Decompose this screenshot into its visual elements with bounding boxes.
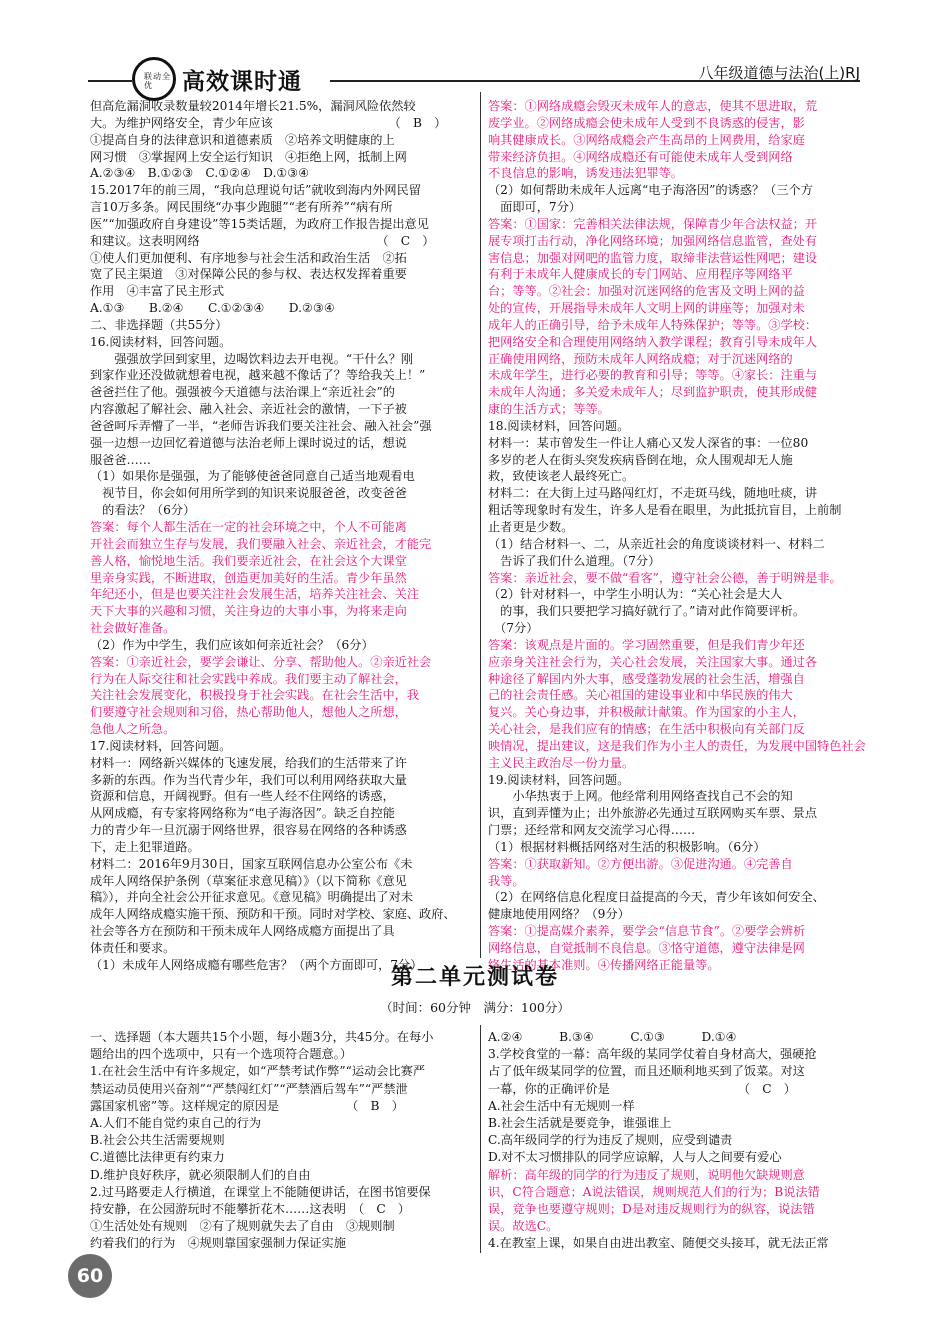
text-line: 爸爸呵斥弄懵了一半，“老师告诉我们要关注社会、融入社会”强 [90,418,432,433]
text-line: 康的生活方式；等等。 [488,402,610,417]
unit-test-title: 第二单元测试卷 [390,964,559,990]
text-line: 答案：①亲近社会，要学会谦让、分享、帮助他人。②亲近社会 [90,654,432,669]
text-line: 到家作业还没做就想着电视，越来越不像话了？等给我关上！” [90,368,426,383]
text-line: 响其健康成长。③网络成瘾会产生高昂的上网费用，给家庭 [488,132,805,147]
text-line: A.①③ B.②④ C.①②③④ D.②③④ [90,301,335,316]
text-line: B.社会生活就是要竞争，谁强谁上 [488,1116,672,1130]
text-line: 视节目，你会如何用所学到的知识来说服爸爸，改变爸爸 [90,486,407,501]
text-line: 多新的东西。作为当代青少年，我们可以利用网络获取大量 [90,772,407,787]
text-line: 门票；还经常和网友交流学习心得…… [488,823,696,838]
text-line: （1）根据材料概括网络对生活的积极影响。（6分） [488,839,766,854]
text-line: 18.阅读材料，回答问题。 [488,418,630,433]
text-line: 但高危漏洞收录数量较2014年增长21.5%，漏洞风险依然较 [90,99,416,113]
text-line: 行为在人际交往和社会实践中养成。我们要主动了解社会， [90,671,407,686]
text-line: 一、选择题（本大题共15个小题，每小题3分，共45分。在每小 [90,1030,434,1044]
text-line: 15.2017年的前三周，“我向总理说句话”就收到海内外网民留 [90,183,421,198]
text-line: 医”“加强政府自身建设”等15类话题，为政府工作报告提出意见 [90,216,429,231]
text-line: A.②③④ B.①②③ C.①②④ D.①③④ [90,166,310,181]
text-line: （2）针对材料一，中学生小明认为：“关心社会是大人 [488,587,783,602]
text-line: 解析：高年级的同学的行为违反了规则，说明他欠缺规则意 [488,1167,805,1182]
header-rule-left [88,80,132,82]
text-line: 急他人之所急。 [90,722,176,737]
text-line: 不良信息的影响，诱发违法犯罪等。 [488,166,683,181]
text-line: 答案：①网络成瘾会毁灭未成年人的意志，使其不思进取，荒 [488,99,818,113]
text-line: 答案：①获取新知。②方便出游。③促进沟通。④完善自 [488,856,793,871]
logo-clock-text: 联动全优 [144,72,171,90]
text-line: 的看法？（6分） [90,503,196,518]
text-line: 材料一：某市曾发生一件让人痛心又发人深省的事：一位80 [488,435,809,450]
unit-test-subtitle: （时间：60分钟 满分：100分） [380,1000,570,1015]
text-line: 有利于未成年人健康成长的专门网站、应用程序等网络平 [488,267,793,282]
text-line: ①生活处处有规则 ②有了规则就失去了自由 ③规则制 [90,1219,395,1234]
text-line: 识，直到弄懂为止；出外旅游必先通过互联网购买车票、景点 [488,806,818,821]
text-line: 答案：①国家：完善相关法律法规，保障青少年合法权益；开 [488,216,818,231]
text-line: 题给出的四个选项中，只有一个选项符合题意。） [90,1047,353,1062]
text-line: （2）在网络信息化程度日益提高的今天，青少年该如何安全、 [488,890,825,905]
text-line: 多岁的老人在街头突发疾病昏倒在地，众人围观却无人施 [488,452,793,467]
text-line: 强强放学回到家里，边喝饮料边去开电视。“干什么？刚 [90,351,414,366]
text-line: 面即可，7分） [488,200,582,215]
text-line: 一幕，你的正确评价是 （ C ） [488,1081,796,1096]
text-line: 成年人网络成瘾实施干预、预防和干预。同时对学校、家庭、政府、 [90,907,456,922]
text-line: D.维护良好秩序，就必须限制人们的自由 [90,1167,311,1182]
text-line: ①使人们更加便利、有序地参与社会生活和政治生活 ②拓 [90,250,407,265]
text-line: 主义民主政治尽一份力量。 [488,755,635,770]
text-line: 材料一：网络新兴媒体的飞速发展，给我们的生活带来了许 [90,755,407,770]
text-line: 3.学校食堂的一幕：高年级的某同学仗着自身材高大，强硬抢 [488,1047,817,1062]
text-line: 网络信息，自觉抵制不良信息。③恪守道德，遵守法律是网 [488,941,805,955]
text-line: 稿》），并向全社会公开征求意见。《意见稿》明确提出了对未 [90,890,413,905]
text-line: 成年人网络保护条例（草案征求意见稿）》（以下简称《意见 [90,873,407,888]
alarm-clock-icon [132,57,176,101]
text-line: 1.在社会生活中有许多规定，如“严禁考试作弊”“运动会比赛严 [90,1064,426,1079]
text-line: 从网成瘾，有专家将网络称为“电子海洛因”。缺乏自控能 [90,806,395,821]
text-line: A.②④ B.③④ C.①③ D.①④ [488,1030,737,1044]
text-line: 爸爸拦住了他。强强被今天道德与法治课上“亲近社会”的 [90,385,395,400]
text-line: 的事，我们只要把学习搞好就行了。”请对此作简要评析。 [488,604,806,619]
text-line: 善人格，愉悦地生活。我们要亲近社会，在社会这个大课堂 [90,553,407,568]
text-line: 内容激起了解社会、融入社会、亲近社会的激情，一下子被 [90,402,407,417]
page-number: 60 [68,1254,112,1298]
text-line: 下，走上犯罪道路。 [90,839,200,854]
text-line: 19.阅读材料，回答问题。 [488,772,630,787]
text-line: 未成年学生，进行必要的教育和引导；等等。④家长：注重与 [488,368,818,383]
text-line: 答案：该观点是片面的。学习固然重要，但是我们青少年还 [488,637,805,652]
text-line: 害信息；加强对网吧的监管力度，取缔非法营运性网吧；建设 [488,250,818,265]
text-line: 粗话等现象时有发生，许多人是看在眼里，为此抵抗盲目，上前制 [488,503,842,518]
text-line: 把网络安全和合理使用网络纳入教学课程；教育引导未成年人 [488,334,818,349]
text-line: 年纪还小，但是也要关注社会发展生活，培养关注社会、关注 [90,587,420,602]
text-line: A.人们不能自觉约束自己的行为 [90,1116,262,1130]
text-line: 和建议。这表明网络 （ C ） [90,233,435,248]
text-line: 社会等各方在预防和干预未成年人网络成瘾方面提出了具 [90,924,395,939]
text-line: 答案：亲近社会，要不做“看客”，遵守社会公德，善于明辨是非。 [488,570,842,585]
text-line: 2.过马路要走人行横道，在课堂上不能随便讲话，在图书馆要保 [90,1184,431,1199]
text-line: 资源和信息，开阔视野。但有一些人经不住网络的诱惑， [90,789,395,804]
text-line: 成年人的正确引导，给予未成年人特殊保护；等等。③学校： [488,317,818,332]
text-line: （2）如何帮助未成年人远离“电子海洛因”的诱惑？（三个方 [488,183,813,198]
text-line: 材料二：在大街上过马路闯红灯，不走斑马线，随地吐痰，讲 [488,486,818,501]
text-line: 宽了民主渠道 ③对保障公民的参与权、表达权发挥着重要 [90,267,407,282]
header-logo [132,57,302,101]
text-line: 里亲身实践，不断进取，创造更加美好的生活。青少年虽然 [90,570,407,585]
text-line: （2）作为中学生，我们应该如何亲近社会？（6分） [90,637,374,652]
text-line: 种途径了解国内外大事，感受蓬勃发展的社会生活，增强自 [488,671,805,686]
text-line: 答案：①提高媒介素养，要学会“信息节食”。②要学会辨析 [488,924,806,939]
text-line: 误，竞争也要遵守规则；D是对违反规则行为的纵容，说法错 [488,1202,815,1216]
text-line: 映情况，提出建议，这是我们作为小主人的责任，为发展中国特色社会 [488,738,866,753]
text-line: 止者更是少数。 [488,520,574,534]
text-line: 16.阅读材料，回答问题。 [90,334,232,349]
text-line: 带来经济负担。④网络成瘾还有可能使未成年人受到网络 [488,149,793,164]
column-divider-bottom [480,1025,481,1253]
text-line: 络生活的基本准则。④传播网络正能量等。 [488,957,720,972]
text-line: 复兴。关心身边事，并积极献计献策。作为国家的小主人， [488,705,805,720]
text-line: 处的宣传，开展指导未成年人文明上网的讲座等；加强对未 [488,301,805,316]
text-line: 言10万多条。网民围绕“办事少跑腿”“老有所养”“病有所 [90,200,393,215]
text-line: 己的社会责任感。关心祖国的建设事业和中华民族的伟大 [488,688,793,703]
text-line: 关注社会发展变化，积极投身于社会实践。在社会生活中，我 [90,688,420,703]
text-line: （1）未成年人网络成瘾有哪些危害？（两个方面即可，7分） [90,957,423,972]
text-line: 健康地使用网络？（9分） [488,907,630,922]
text-line: 持安静，在公园游玩时不能攀折花木……这表明 （ C ） [90,1202,411,1216]
text-line: 告诉了我们什么道理。（7分） [488,553,661,568]
text-line: 误。故选C。 [488,1219,559,1234]
logo-title: 高效课时通 [182,68,302,95]
text-line: 社会做好准备。 [90,621,176,636]
column-divider-top [480,92,481,958]
text-line: 力的青少年一旦沉溺于网络世界，很容易在网络的各种诱惑 [90,823,407,838]
text-line: 天下大事的兴趣和习惯，关注身边的大事小事，为将来走向 [90,604,407,619]
text-line: 材料二：2016年9月30日，国家互联网信息办公室公布《未 [90,856,413,871]
text-line: 废学业。②网络成瘾会使未成年人受到不良诱惑的侵害，影 [488,115,805,130]
text-line: C.高年级同学的行为违反了规则，应受到谴责 [488,1133,733,1148]
text-line: 服爸爸…… [90,452,151,467]
text-line: 约着我们的行为 ④规则靠国家强制力保证实施 [90,1236,346,1251]
text-line: 小华热衷于上网。他经常利用网络查找自己不会的知 [488,789,793,804]
text-line: ①提高自身的法律意识和道德素质 ②培养文明健康的上 [90,132,395,147]
text-line: 们要遵守社会规则和习俗，热心帮助他人，想他人之所想， [90,705,407,720]
text-line: （1）结合材料一、二，从亲近社会的角度谈谈材料一、材料二 [488,536,825,551]
text-line: 大。为维护网络安全，青少年应该 （ B ） [90,115,447,130]
text-line: 作用 ④丰富了民主形式 [90,284,225,299]
text-line: 正确使用网络，预防未成年人网络成瘾；对于沉迷网络的 [488,351,793,366]
text-line: 二、非选择题（共55分） [90,317,228,332]
text-line: 答案：每个人都生活在一定的社会环境之中，个人不可能离 [90,520,407,534]
text-line: C.道德比法律更有约束力 [90,1150,225,1165]
text-line: 识，C符合题意；A说法错误，规则规范人们的行为；B说法错 [488,1184,820,1199]
text-line: 17.阅读材料，回答问题。 [90,738,232,753]
text-line: （1）如果你是强强，为了能够使爸爸同意自己适当地观看电 [90,469,415,484]
book-title: 八年级道德与法治(上)RJ [698,64,860,82]
text-line: A.社会生活中有无规则一样 [488,1098,635,1113]
text-line: 占了低年级某同学的位置，而且还顺利地买到了饭菜。对这 [488,1064,805,1079]
text-line: D.对不太习惯排队的同学应谅解，人与人之间要有爱心 [488,1150,782,1165]
text-line: 网习惯 ③掌握网上安全运行知识 ④拒绝上网，抵制上网 [90,149,407,164]
text-line: 救，致使该老人最终死亡。 [488,469,635,484]
text-line: 4.在教室上课，如果自由进出教室、随便交头接耳，就无法正常 [488,1236,829,1251]
text-line: 应亲身关注社会行为，关心社会发展，关注国家大事。通过各 [488,654,818,669]
text-line: 展专项打击行动，净化网络环境；加强网络信息监管，查处有 [488,233,818,248]
text-line: B.社会公共生活需要规则 [90,1133,225,1148]
text-line: 体责任和要求。 [90,941,176,955]
text-line: 禁运动员使用兴奋剂”“严禁闯红灯”“严禁酒后驾车”“严禁泄 [90,1081,408,1096]
text-line: 露国家机密”等。这样规定的原因是 （ B ） [90,1098,404,1113]
text-line: 台；等等。②社会：加强对沉迷网络的危害及文明上网的益 [488,284,805,299]
text-line: 我等。 [488,873,525,888]
text-line: 强一边想一边回忆着道德与法治老师上课时说过的话，想说 [90,435,407,450]
text-line: 关心社会，是我们应有的情感；在生活中积极向有关部门反 [488,722,805,737]
text-line: （7分） [488,621,539,636]
text-line: 未成年人沟通；多关爱未成年人；尽到监护职责，使其形成健 [488,385,818,400]
text-line: 开社会而独立生存与发展，我们要融入社会、亲近社会，才能完 [90,536,432,551]
